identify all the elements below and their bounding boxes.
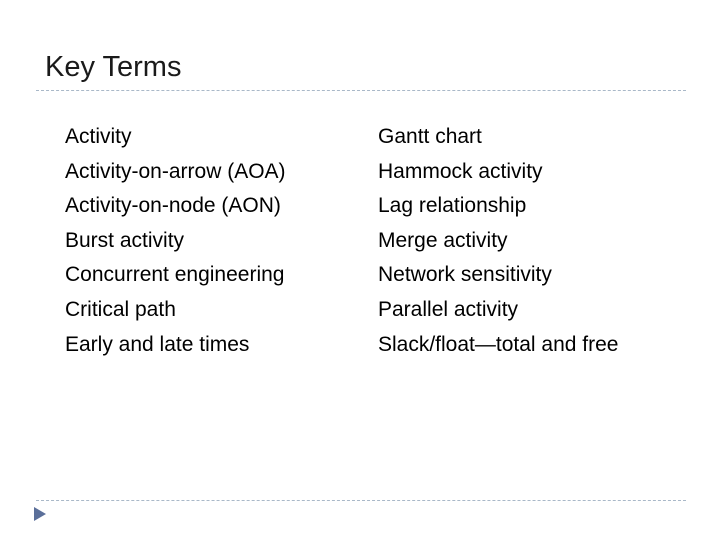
term-item: Gantt chart — [378, 125, 482, 148]
term-item: Activity-on-node (AON) — [65, 194, 281, 218]
term-item: Slack/float—total and free — [378, 332, 619, 356]
term-item: Network sensitivity — [378, 263, 552, 287]
right-term-list — [378, 120, 618, 362]
slide-title: Key Terms — [45, 51, 182, 83]
left-term-list — [65, 120, 286, 362]
term-item: Concurrent engineering — [65, 263, 285, 287]
term-item: Activity — [65, 125, 132, 148]
term-item: Burst activity — [65, 228, 185, 252]
title-divider — [36, 90, 686, 91]
term-item: Parallel activity — [378, 297, 519, 321]
footer-divider — [36, 500, 686, 501]
term-item: Early and late times — [65, 332, 250, 356]
triangle-right-icon — [34, 507, 46, 521]
term-item: Merge activity — [378, 228, 508, 252]
term-item: Activity-on-arrow (AOA) — [65, 159, 286, 183]
term-item: Lag relationship — [378, 194, 527, 218]
term-item: Critical path — [65, 297, 176, 321]
term-item: Hammock activity — [378, 159, 543, 183]
